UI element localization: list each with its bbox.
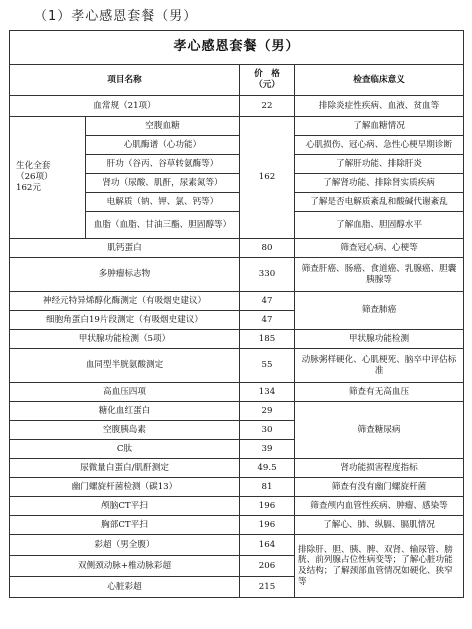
header-item: 项目名称 — [10, 65, 240, 96]
item-meaning: 筛查颅内血管性疾病、肿瘤、感染等 — [295, 497, 464, 516]
item-price: 196 — [240, 516, 295, 535]
item-meaning: 了解肾功能、排除肾实质疾病 — [295, 174, 464, 193]
item-name: 颅脑CT平扫 — [10, 497, 240, 516]
item-meaning: 筛查肝癌、肠癌、食道癌、乳腺癌、胆囊胰腺等 — [295, 258, 464, 292]
item-meaning: 了解血脂、胆固醇水平 — [295, 212, 464, 239]
item-price: 39 — [240, 440, 295, 459]
item-price: 22 — [240, 96, 295, 117]
item-price: 330 — [240, 258, 295, 292]
table-row — [10, 402, 464, 421]
table-row — [10, 478, 464, 497]
item-name: 肝功（谷丙、谷草转氨酶等） — [86, 155, 240, 174]
item-name: 彩超（男全腹） — [10, 535, 240, 556]
item-meaning: 排除肝、胆、胰、脾、双肾、输尿管、膀胱、前列腺占位性病变等；了解心脏功能及结构；了解颈部血管情况如硬化、狭窄等 — [295, 535, 464, 598]
item-name: 甲状腺功能检测（5项） — [10, 330, 240, 349]
table-row — [10, 292, 464, 311]
item-name: 电解质（钠、钾、氯、钙等） — [86, 193, 240, 212]
table-title: 孝心感恩套餐（男） — [10, 31, 464, 65]
item-name: 血脂（血脂、甘油三酯、胆固醇等） — [86, 212, 240, 239]
table-row — [10, 258, 464, 292]
item-price: 164 — [240, 535, 295, 556]
table-row — [10, 96, 464, 117]
item-price: 47 — [240, 311, 295, 330]
item-price: 47 — [240, 292, 295, 311]
item-price: 30 — [240, 421, 295, 440]
item-meaning: 肾功能损害程度指标 — [295, 459, 464, 478]
item-name: 多肿瘤标志物 — [10, 258, 240, 292]
item-name: C肽 — [10, 440, 240, 459]
item-meaning: 筛查冠心病、心梗等 — [295, 239, 464, 258]
section-heading: （1）孝心感恩套餐（男） — [34, 9, 198, 24]
item-name: 高血压四项 — [10, 383, 240, 402]
table-row — [10, 535, 464, 556]
item-name: 肾功（尿酸、肌酐，尿素氮等） — [86, 174, 240, 193]
item-meaning: 排除炎症性疾病、血液、贫血等 — [295, 96, 464, 117]
item-meaning: 动脉粥样硬化、心肌梗死、脑卒中评估标准 — [295, 349, 464, 383]
table-row — [10, 330, 464, 349]
item-meaning: 筛查肺癌 — [295, 292, 464, 330]
item-meaning: 甲状腺功能检测 — [295, 330, 464, 349]
item-price: 29 — [240, 402, 295, 421]
item-name: 心脏彩超 — [10, 577, 240, 598]
item-name: 胸部CT平扫 — [10, 516, 240, 535]
table-row — [10, 459, 464, 478]
item-name: 空腹胰岛素 — [10, 421, 240, 440]
package-table — [9, 30, 464, 598]
item-meaning: 了解心、肺、纵膈、膈肌情况 — [295, 516, 464, 535]
header-meaning: 检查临床意义 — [295, 65, 464, 96]
item-meaning: 了解是否电解质紊乱和酸碱代谢紊乱 — [295, 193, 464, 212]
item-price: 49.5 — [240, 459, 295, 478]
item-name: 肌钙蛋白 — [10, 239, 240, 258]
item-meaning: 筛查糖尿病 — [295, 402, 464, 459]
item-price: 185 — [240, 330, 295, 349]
item-name: 幽门螺旋杆菌检测（碳13） — [10, 478, 240, 497]
item-meaning: 了解肝功能、排除肝炎 — [295, 155, 464, 174]
combo-price: 162 — [240, 117, 295, 239]
item-name: 血常规（21项） — [10, 96, 240, 117]
item-price: 55 — [240, 349, 295, 383]
item-price: 81 — [240, 478, 295, 497]
table-row — [10, 497, 464, 516]
item-name: 细胞角蛋白19片段测定（有吸烟史建议） — [10, 311, 240, 330]
item-meaning: 心肌损伤、冠心病、急性心梗早期诊断 — [295, 136, 464, 155]
table-row — [10, 349, 464, 383]
item-meaning: 筛查有无高血压 — [295, 383, 464, 402]
item-meaning: 筛查有没有幽门螺旋杆菌 — [295, 478, 464, 497]
item-name: 血同型半胱氨酸测定 — [10, 349, 240, 383]
item-price: 215 — [240, 577, 295, 598]
item-name: 空腹血糖 — [86, 117, 240, 136]
item-price: 196 — [240, 497, 295, 516]
item-price: 80 — [240, 239, 295, 258]
item-name: 尿微量白蛋白/肌酐测定 — [10, 459, 240, 478]
table-row — [10, 117, 464, 136]
table-row — [10, 239, 464, 258]
item-meaning: 了解血糖情况 — [295, 117, 464, 136]
item-name: 神经元特异烯醇化酶测定（有吸烟史建议） — [10, 292, 240, 311]
item-price: 134 — [240, 383, 295, 402]
item-name: 双侧颈动脉+椎动脉彩超 — [10, 556, 240, 577]
item-name: 糖化血红蛋白 — [10, 402, 240, 421]
table-row — [10, 383, 464, 402]
item-name: 心肌酶谱（心功能） — [86, 136, 240, 155]
combo-label: 生化全套 （26项） 162元 — [10, 117, 86, 239]
header-price: 价 格 （元） — [240, 65, 295, 96]
item-price: 206 — [240, 556, 295, 577]
table-row — [10, 516, 464, 535]
